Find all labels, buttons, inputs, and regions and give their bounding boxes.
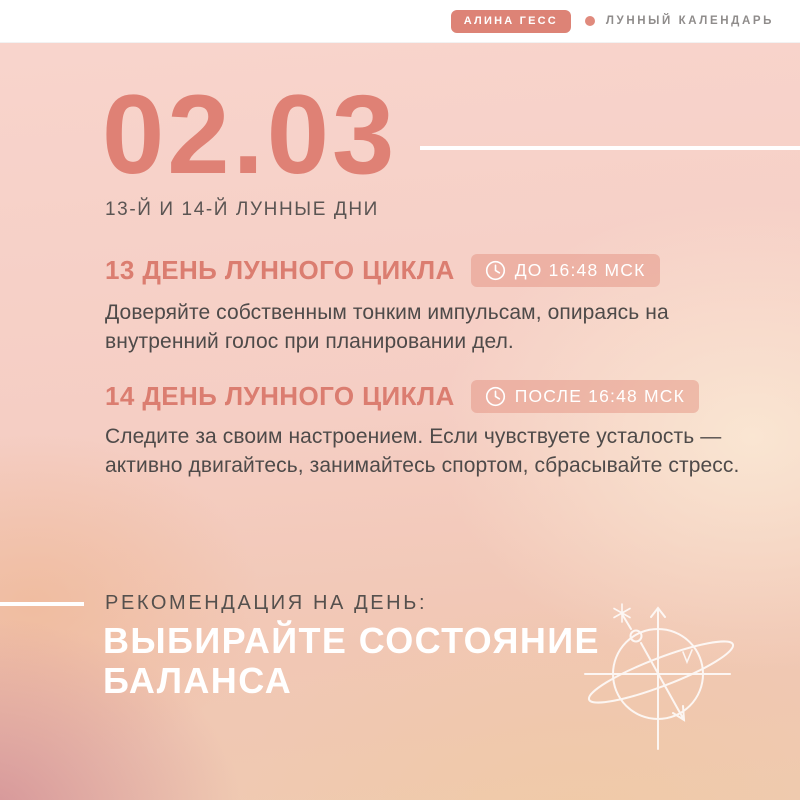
date-heading: 02.03 [102,72,398,197]
section-1-text: Доверяйте собственным тонким импульсам, опираясь на внутренний голос при планировании дел. [105,301,669,353]
recommendation-title-line2: БАЛАНСА [103,660,293,702]
section-2-heading: 14 ДЕНЬ ЛУННОГО ЦИКЛА [105,381,455,411]
section-2-header [105,380,699,413]
section-2-time-label: ПОСЛЕ 16:48 МСК [514,386,686,406]
section-1-header [105,254,660,287]
planet-compass-icon [573,583,783,773]
recommendation-title [103,621,600,702]
section-1-time-badge [471,254,660,287]
section-2-text: Следите за своим настроением. Если чувствуете усталость — активно двигайтесь, занимайтесь спортом, сбрасывайте стресс. [105,425,740,477]
section-1-heading: 13 ДЕНЬ ЛУННОГО ЦИКЛА [105,255,455,285]
date-rule-line [420,146,800,150]
date-subtitle: 13-Й И 14-Й ЛУННЫЕ ДНИ [105,199,379,220]
author-badge: АЛИНА ГЕСС [451,10,571,33]
clock-icon [485,386,506,407]
clock-icon [485,260,506,281]
recommendation-label: РЕКОМЕНДАЦИЯ НА ДЕНЬ: [105,592,428,614]
header-bar [0,0,800,43]
section-2-time-badge [471,380,699,413]
card-canvas [0,43,800,800]
brand-title: ЛУННЫЙ КАЛЕНДАРЬ [605,15,774,27]
section-1-time-label: ДО 16:48 МСК [514,260,646,280]
recommendation-title-line1: ВЫБИРАЙТЕ СОСТОЯНИЕ [103,620,600,661]
recommendation-dash-line [0,602,84,606]
brand-dot-icon [585,16,595,26]
